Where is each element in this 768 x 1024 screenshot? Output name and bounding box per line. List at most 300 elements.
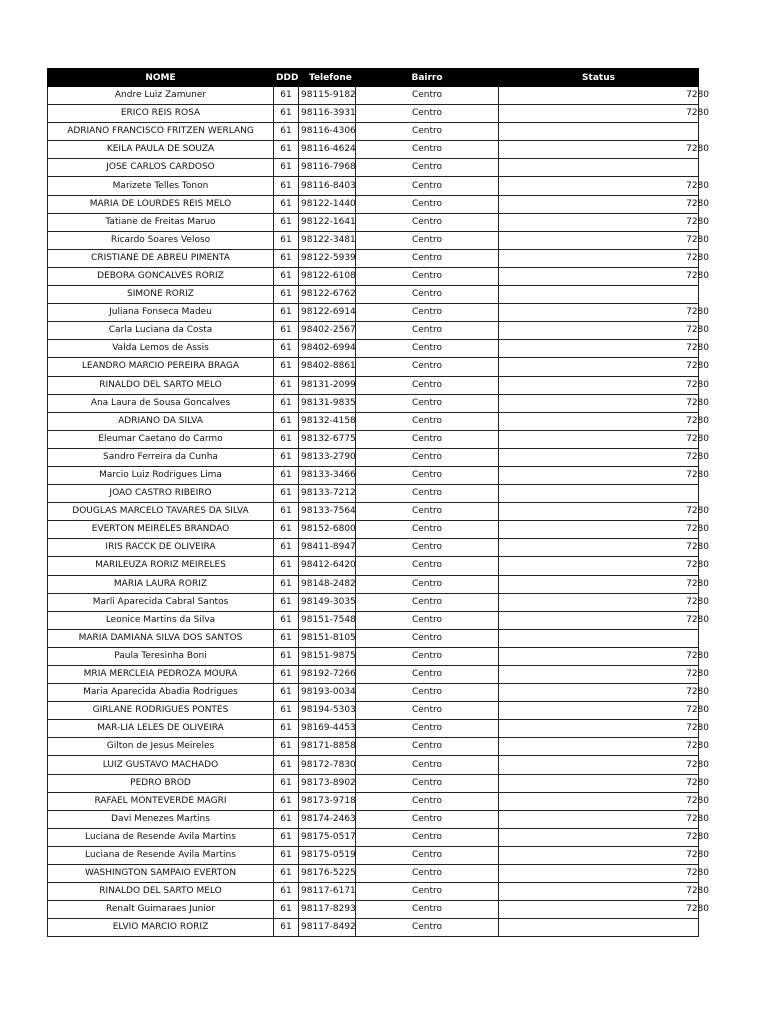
- cell-telefone: 98122-3481: [299, 231, 356, 249]
- cell-nome: ELVIO MARCIO RORIZ: [48, 919, 274, 937]
- cell-ddd: 61: [274, 919, 299, 937]
- table-row: [48, 702, 699, 720]
- table-row: [48, 195, 699, 213]
- cell-nome: Leonice Martins da Silva: [48, 611, 274, 629]
- cell-status: [499, 123, 699, 141]
- cell-nome: Marizete Telles Tonon: [48, 177, 274, 195]
- cell-ddd: 61: [274, 249, 299, 267]
- table-row: [48, 87, 699, 105]
- cell-ddd: 61: [274, 593, 299, 611]
- cell-bairro: Centro: [356, 412, 499, 430]
- cell-nome: EVERTON MEIRELES BRANDAO: [48, 521, 274, 539]
- cell-bairro: Centro: [356, 629, 499, 647]
- status-value: 7280: [686, 144, 709, 155]
- cell-ddd: 61: [274, 503, 299, 521]
- cell-telefone: 98131-2099: [299, 376, 356, 394]
- cell-ddd: 61: [274, 774, 299, 792]
- cell-bairro: Centro: [356, 159, 499, 177]
- cell-bairro: Centro: [356, 394, 499, 412]
- cell-bairro: Centro: [356, 466, 499, 484]
- cell-nome: Carla Luciana da Costa: [48, 322, 274, 340]
- cell-bairro: Centro: [356, 792, 499, 810]
- status-value: 7280: [686, 90, 709, 101]
- table-row: [48, 448, 699, 466]
- table-row: [48, 503, 699, 521]
- cell-ddd: 61: [274, 322, 299, 340]
- column-header-status: Status: [499, 69, 699, 87]
- cell-bairro: Centro: [356, 358, 499, 376]
- cell-ddd: 61: [274, 213, 299, 231]
- cell-telefone: 98116-8403: [299, 177, 356, 195]
- cell-telefone: 98116-7968: [299, 159, 356, 177]
- cell-status: [499, 883, 709, 901]
- cell-status: [499, 213, 709, 231]
- status-value: 7280: [686, 596, 709, 607]
- cell-nome: JOSE CARLOS CARDOSO: [48, 159, 274, 177]
- cell-status: [499, 593, 709, 611]
- table-row: [48, 159, 699, 177]
- cell-status: [499, 557, 709, 575]
- cell-status: [499, 286, 699, 304]
- cell-ddd: 61: [274, 557, 299, 575]
- cell-bairro: Centro: [356, 557, 499, 575]
- status-value: 7280: [686, 650, 709, 661]
- cell-bairro: Centro: [356, 430, 499, 448]
- status-value: 7280: [686, 560, 709, 571]
- table-row: [48, 231, 699, 249]
- cell-bairro: Centro: [356, 702, 499, 720]
- cell-bairro: Centro: [356, 304, 499, 322]
- cell-status: [499, 141, 709, 159]
- cell-nome: Davi Menezes Martins: [48, 810, 274, 828]
- table-row: [48, 774, 699, 792]
- cell-telefone: 98152-6800: [299, 521, 356, 539]
- table-row: [48, 883, 699, 901]
- cell-telefone: 98151-8105: [299, 629, 356, 647]
- cell-telefone: 98172-7830: [299, 756, 356, 774]
- cell-nome: RINALDO DEL SARTO MELO: [48, 376, 274, 394]
- cell-telefone: 98173-9718: [299, 792, 356, 810]
- cell-bairro: Centro: [356, 611, 499, 629]
- cell-status: [499, 539, 709, 557]
- table-row: [48, 865, 699, 883]
- status-value: 7280: [686, 234, 709, 245]
- cell-status: [499, 394, 709, 412]
- cell-telefone: 98173-8902: [299, 774, 356, 792]
- status-value: 7280: [686, 542, 709, 553]
- cell-telefone: 98193-0034: [299, 684, 356, 702]
- cell-ddd: 61: [274, 177, 299, 195]
- cell-nome: GIRLANE RODRIGUES PONTES: [48, 702, 274, 720]
- table-row: [48, 919, 699, 937]
- cell-bairro: Centro: [356, 286, 499, 304]
- table-body: [48, 87, 709, 937]
- status-value: 7280: [686, 325, 709, 336]
- cell-nome: Eleumar Caetano do Carmo: [48, 430, 274, 448]
- cell-telefone: 98174-2463: [299, 810, 356, 828]
- cell-bairro: Centro: [356, 720, 499, 738]
- status-value: 7280: [686, 669, 709, 680]
- status-value: 7280: [686, 180, 709, 191]
- cell-bairro: Centro: [356, 738, 499, 756]
- cell-bairro: Centro: [356, 593, 499, 611]
- cell-status: [499, 87, 709, 105]
- cell-status: [499, 195, 709, 213]
- column-header-nome: NOME: [48, 69, 274, 87]
- cell-status: [499, 865, 709, 883]
- table-header: [48, 69, 699, 87]
- cell-nome: LUIZ GUSTAVO MACHADO: [48, 756, 274, 774]
- cell-ddd: 61: [274, 647, 299, 665]
- cell-bairro: Centro: [356, 267, 499, 285]
- cell-telefone: 98402-8861: [299, 358, 356, 376]
- status-value: 7280: [686, 270, 709, 281]
- cell-telefone: 98194-5303: [299, 702, 356, 720]
- table-row: [48, 141, 699, 159]
- cell-bairro: Centro: [356, 105, 499, 123]
- cell-status: [499, 666, 709, 684]
- cell-bairro: Centro: [356, 249, 499, 267]
- cell-ddd: 61: [274, 702, 299, 720]
- cell-telefone: 98132-4158: [299, 412, 356, 430]
- status-value: 7280: [686, 614, 709, 625]
- cell-ddd: 61: [274, 286, 299, 304]
- cell-ddd: 61: [274, 611, 299, 629]
- cell-nome: IRIS RACCK DE OLIVEIRA: [48, 539, 274, 557]
- cell-nome: Luciana de Resende Avila Martins: [48, 846, 274, 864]
- cell-telefone: 98402-6994: [299, 340, 356, 358]
- cell-bairro: Centro: [356, 919, 499, 937]
- cell-nome: Marli Aparecida Cabral Santos: [48, 593, 274, 611]
- status-value: 7280: [686, 578, 709, 589]
- cell-bairro: Centro: [356, 828, 499, 846]
- status-value: 7280: [686, 252, 709, 263]
- cell-status: [499, 919, 699, 937]
- cell-telefone: 98175-0517: [299, 828, 356, 846]
- table-row: [48, 376, 699, 394]
- cell-ddd: 61: [274, 883, 299, 901]
- cell-telefone: 98149-3035: [299, 593, 356, 611]
- cell-nome: CRISTIANE DE ABREU PIMENTA: [48, 249, 274, 267]
- cell-ddd: 61: [274, 231, 299, 249]
- table-row: [48, 684, 699, 702]
- cell-status: [499, 629, 699, 647]
- status-value: 7280: [686, 886, 709, 897]
- cell-bairro: Centro: [356, 503, 499, 521]
- table-row: [48, 358, 699, 376]
- cell-bairro: Centro: [356, 810, 499, 828]
- table-row: [48, 340, 699, 358]
- cell-ddd: 61: [274, 466, 299, 484]
- cell-bairro: Centro: [356, 322, 499, 340]
- cell-nome: KEILA PAULA DE SOUZA: [48, 141, 274, 159]
- table-row: [48, 267, 699, 285]
- cell-telefone: 98151-7548: [299, 611, 356, 629]
- status-value: 7280: [686, 506, 709, 517]
- cell-nome: Juliana Fonseca Madeu: [48, 304, 274, 322]
- cell-ddd: 61: [274, 394, 299, 412]
- cell-telefone: 98133-7564: [299, 503, 356, 521]
- status-value: 7280: [686, 108, 709, 119]
- status-value: 7280: [686, 198, 709, 209]
- cell-nome: RINALDO DEL SARTO MELO: [48, 883, 274, 901]
- cell-bairro: Centro: [356, 865, 499, 883]
- cell-status: [499, 611, 709, 629]
- cell-telefone: 98115-9182: [299, 87, 356, 105]
- status-value: 7280: [686, 415, 709, 426]
- cell-nome: Valda Lemos de Assis: [48, 340, 274, 358]
- cell-nome: Luciana de Resende Avila Martins: [48, 828, 274, 846]
- cell-ddd: 61: [274, 792, 299, 810]
- status-value: 7280: [686, 451, 709, 462]
- cell-status: [499, 828, 709, 846]
- cell-bairro: Centro: [356, 539, 499, 557]
- cell-telefone: 98175-0519: [299, 846, 356, 864]
- status-value: 7280: [686, 687, 709, 698]
- cell-telefone: 98402-2567: [299, 322, 356, 340]
- cell-telefone: 98122-6762: [299, 286, 356, 304]
- cell-ddd: 61: [274, 575, 299, 593]
- status-value: 7280: [686, 361, 709, 372]
- cell-nome: Marcio Luiz Rodrigues Lima: [48, 466, 274, 484]
- cell-status: [499, 774, 709, 792]
- cell-nome: MARIA DE LOURDES REIS MELO: [48, 195, 274, 213]
- cell-nome: MAR-LIA LELES DE OLIVEIRA: [48, 720, 274, 738]
- cell-status: [499, 177, 709, 195]
- cell-nome: LEANDRO MARCIO PEREIRA BRAGA: [48, 358, 274, 376]
- cell-nome: ERICO REIS ROSA: [48, 105, 274, 123]
- cell-ddd: 61: [274, 304, 299, 322]
- cell-bairro: Centro: [356, 141, 499, 159]
- cell-nome: DEBORA GONCALVES RORIZ: [48, 267, 274, 285]
- table-row: [48, 611, 699, 629]
- status-value: 7280: [686, 741, 709, 752]
- cell-telefone: 98117-6171: [299, 883, 356, 901]
- cell-ddd: 61: [274, 87, 299, 105]
- cell-nome: PEDRO BROD: [48, 774, 274, 792]
- cell-bairro: Centro: [356, 901, 499, 919]
- cell-nome: SIMONE RORIZ: [48, 286, 274, 304]
- cell-telefone: 98176-5225: [299, 865, 356, 883]
- table-row: [48, 322, 699, 340]
- status-value: 7280: [686, 705, 709, 716]
- cell-nome: Maria Aparecida Abadia Rodrigues: [48, 684, 274, 702]
- table-row: [48, 846, 699, 864]
- table-row: [48, 828, 699, 846]
- cell-telefone: 98133-2790: [299, 448, 356, 466]
- table-row: [48, 394, 699, 412]
- cell-telefone: 98116-3931: [299, 105, 356, 123]
- cell-bairro: Centro: [356, 684, 499, 702]
- status-value: 7280: [686, 723, 709, 734]
- cell-status: [499, 358, 709, 376]
- cell-status: [499, 503, 709, 521]
- cell-telefone: 98117-8293: [299, 901, 356, 919]
- cell-nome: Sandro Ferreira da Cunha: [48, 448, 274, 466]
- column-header-ddd: DDD: [274, 69, 299, 87]
- cell-status: [499, 684, 709, 702]
- cell-ddd: 61: [274, 828, 299, 846]
- cell-bairro: Centro: [356, 123, 499, 141]
- cell-nome: Andre Luiz Zamuner: [48, 87, 274, 105]
- cell-bairro: Centro: [356, 485, 499, 503]
- cell-nome: DOUGLAS MARCELO TAVARES DA SILVA: [48, 503, 274, 521]
- cell-nome: MARILEUZA RORIZ MEIRELES: [48, 557, 274, 575]
- cell-ddd: 61: [274, 539, 299, 557]
- cell-ddd: 61: [274, 865, 299, 883]
- cell-ddd: 61: [274, 159, 299, 177]
- status-value: 7280: [686, 307, 709, 318]
- cell-status: [499, 792, 709, 810]
- cell-telefone: 98169-4453: [299, 720, 356, 738]
- table-row: [48, 430, 699, 448]
- cell-ddd: 61: [274, 521, 299, 539]
- cell-bairro: Centro: [356, 647, 499, 665]
- contact-table: [47, 68, 709, 937]
- cell-nome: ADRIANO FRANCISCO FRITZEN WERLANG: [48, 123, 274, 141]
- cell-telefone: 98148-2482: [299, 575, 356, 593]
- cell-status: [499, 647, 709, 665]
- table-row: [48, 177, 699, 195]
- column-header-telefone: Telefone: [299, 69, 356, 87]
- cell-ddd: 61: [274, 141, 299, 159]
- cell-ddd: 61: [274, 684, 299, 702]
- cell-telefone: 98116-4306: [299, 123, 356, 141]
- table-row: [48, 412, 699, 430]
- status-value: 7280: [686, 831, 709, 842]
- cell-status: [499, 702, 709, 720]
- table-row: [48, 123, 699, 141]
- status-value: 7280: [686, 379, 709, 390]
- status-value: 7280: [686, 759, 709, 770]
- status-value: 7280: [686, 433, 709, 444]
- cell-status: [499, 340, 709, 358]
- cell-telefone: 98122-5939: [299, 249, 356, 267]
- cell-nome: MRIA MERCLEIA PEDROZA MOURA: [48, 666, 274, 684]
- table-row: [48, 485, 699, 503]
- cell-bairro: Centro: [356, 756, 499, 774]
- table-row: [48, 666, 699, 684]
- cell-status: [499, 267, 709, 285]
- cell-bairro: Centro: [356, 231, 499, 249]
- cell-status: [499, 231, 709, 249]
- cell-ddd: 61: [274, 376, 299, 394]
- cell-nome: JOAO CASTRO RIBEIRO: [48, 485, 274, 503]
- cell-status: [499, 430, 709, 448]
- cell-telefone: 98122-6108: [299, 267, 356, 285]
- cell-ddd: 61: [274, 629, 299, 647]
- table-row: [48, 249, 699, 267]
- cell-nome: Ana Laura de Sousa Goncalves: [48, 394, 274, 412]
- cell-status: [499, 738, 709, 756]
- cell-status: [499, 322, 709, 340]
- cell-nome: MARIA DAMIANA SILVA DOS SANTOS: [48, 629, 274, 647]
- status-value: 7280: [686, 813, 709, 824]
- cell-nome: Paula Teresinha Boni: [48, 647, 274, 665]
- cell-bairro: Centro: [356, 87, 499, 105]
- cell-telefone: 98122-1641: [299, 213, 356, 231]
- table-row: [48, 720, 699, 738]
- header-row: [48, 69, 699, 87]
- cell-status: [499, 575, 709, 593]
- table-row: [48, 575, 699, 593]
- cell-ddd: 61: [274, 340, 299, 358]
- status-value: 7280: [686, 777, 709, 788]
- contact-spreadsheet: [47, 68, 709, 937]
- cell-status: [499, 485, 699, 503]
- cell-nome: Ricardo Soares Veloso: [48, 231, 274, 249]
- cell-nome: Tatiane de Freitas Maruo: [48, 213, 274, 231]
- cell-status: [499, 466, 709, 484]
- cell-nome: RAFAEL MONTEVERDE MAGRI: [48, 792, 274, 810]
- cell-ddd: 61: [274, 846, 299, 864]
- table-row: [48, 304, 699, 322]
- table-row: [48, 557, 699, 575]
- cell-ddd: 61: [274, 756, 299, 774]
- cell-telefone: 98131-9835: [299, 394, 356, 412]
- cell-bairro: Centro: [356, 340, 499, 358]
- cell-status: [499, 105, 709, 123]
- cell-ddd: 61: [274, 448, 299, 466]
- column-header-bairro: Bairro: [356, 69, 499, 87]
- cell-status: [499, 720, 709, 738]
- cell-telefone: 98122-1440: [299, 195, 356, 213]
- table-row: [48, 738, 699, 756]
- cell-bairro: Centro: [356, 376, 499, 394]
- cell-status: [499, 901, 709, 919]
- cell-status: [499, 521, 709, 539]
- cell-bairro: Centro: [356, 575, 499, 593]
- table-row: [48, 286, 699, 304]
- cell-status: [499, 810, 709, 828]
- cell-status: [499, 376, 709, 394]
- cell-bairro: Centro: [356, 213, 499, 231]
- cell-telefone: 98151-9875: [299, 647, 356, 665]
- cell-ddd: 61: [274, 901, 299, 919]
- cell-telefone: 98122-6914: [299, 304, 356, 322]
- cell-telefone: 98411-8947: [299, 539, 356, 557]
- status-value: 7280: [686, 524, 709, 535]
- cell-bairro: Centro: [356, 177, 499, 195]
- table-row: [48, 105, 699, 123]
- cell-telefone: 98132-6775: [299, 430, 356, 448]
- cell-ddd: 61: [274, 105, 299, 123]
- table-row: [48, 647, 699, 665]
- cell-ddd: 61: [274, 195, 299, 213]
- table-row: [48, 901, 699, 919]
- status-value: 7280: [686, 470, 709, 481]
- status-value: 7280: [686, 795, 709, 806]
- status-value: 7280: [686, 868, 709, 879]
- cell-bairro: Centro: [356, 883, 499, 901]
- status-value: 7280: [686, 343, 709, 354]
- cell-ddd: 61: [274, 267, 299, 285]
- cell-nome: ADRIANO DA SILVA: [48, 412, 274, 430]
- cell-ddd: 61: [274, 123, 299, 141]
- cell-bairro: Centro: [356, 521, 499, 539]
- cell-status: [499, 304, 709, 322]
- cell-status: [499, 448, 709, 466]
- cell-telefone: 98116-4624: [299, 141, 356, 159]
- cell-status: [499, 412, 709, 430]
- table-row: [48, 521, 699, 539]
- cell-ddd: 61: [274, 720, 299, 738]
- cell-ddd: 61: [274, 430, 299, 448]
- cell-bairro: Centro: [356, 774, 499, 792]
- status-value: 7280: [686, 397, 709, 408]
- cell-bairro: Centro: [356, 195, 499, 213]
- cell-telefone: 98412-6420: [299, 557, 356, 575]
